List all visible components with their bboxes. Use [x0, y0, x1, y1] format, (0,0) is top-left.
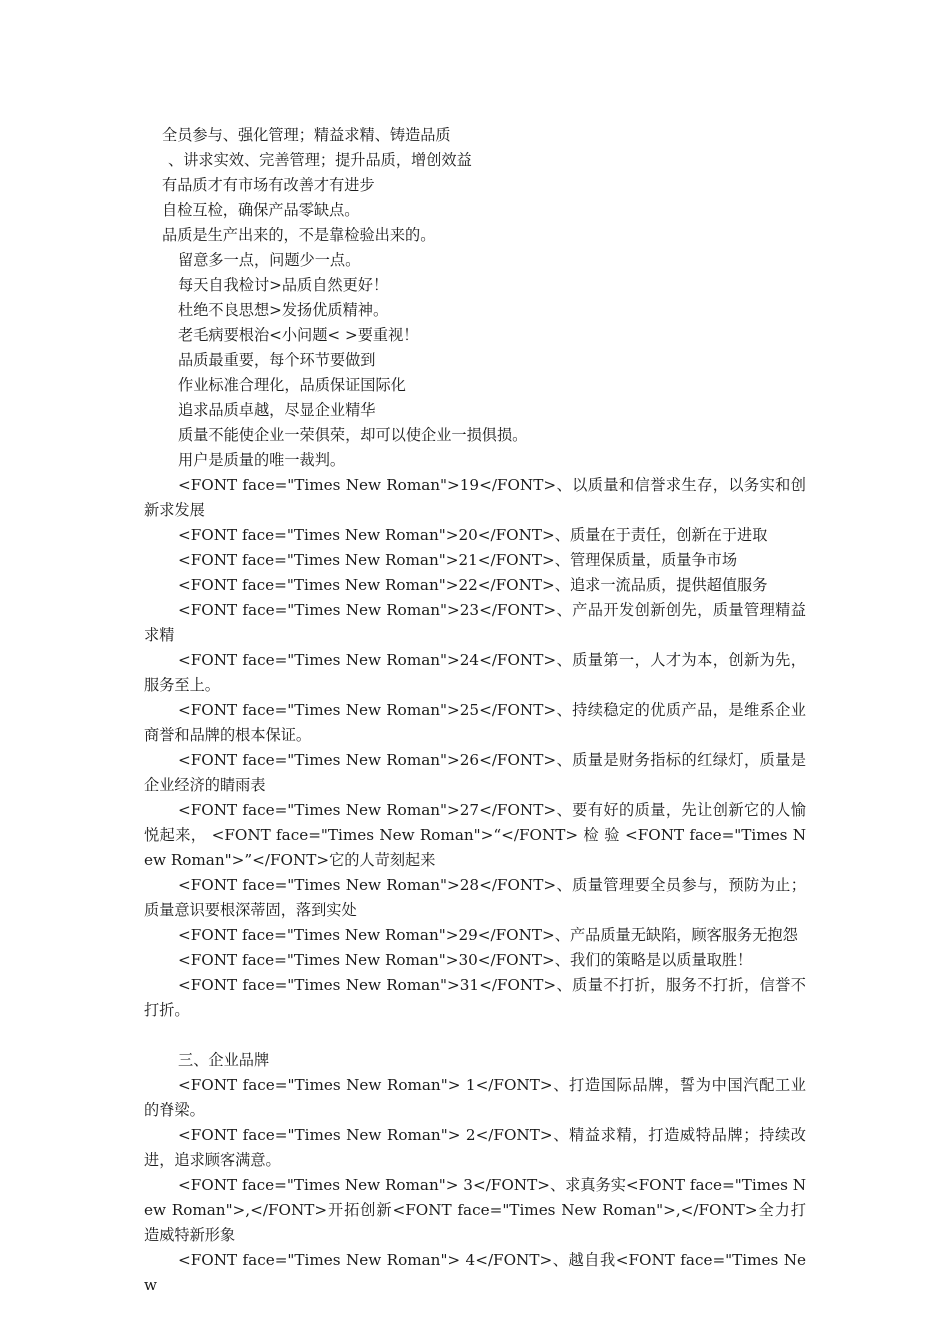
list-item: <FONT face="Times New Roman"> 2</FONT>、精益求精，打造威特品牌；持续改进，追求顾客满意。	[144, 1126, 806, 1169]
list-item: <FONT face="Times New Roman">24</FONT>、质量第一，人才为本，创新为先，服务至上。	[144, 651, 806, 694]
list-item: <FONT face="Times New Roman">21</FONT>、管理保质量，质量争市场	[178, 551, 738, 569]
list-item: <FONT face="Times New Roman"> 3</FONT>、求真务实<FONT face="Times New Roman">,</FONT>开拓创新<FONT face="Times New Roman">,</FONT>全力打造威特新形象	[144, 1176, 807, 1244]
text-line: 留意多一点，问题少一点。	[178, 251, 361, 269]
blank-line	[144, 1023, 806, 1048]
list-item: <FONT face="Times New Roman">28</FONT>、质量管理要全员参与，预防为止；质量意识要根深蒂固，落到实处	[144, 876, 806, 919]
document-body	[144, 123, 806, 1298]
text-line: 用户是质量的唯一裁判。	[178, 451, 346, 469]
text-line: 全员参与、强化管理；精益求精、铸造品质	[162, 126, 451, 144]
text-line: 老毛病要根治<小问题< >要重视！	[178, 326, 419, 344]
text-line: 每天自我检讨>品质自然更好！	[178, 276, 389, 294]
list-item: <FONT face="Times New Roman">20</FONT>、质量在于责任，创新在于进取	[178, 526, 768, 544]
list-item: <FONT face="Times New Roman"> 4</FONT>、越自我<FONT face="Times New	[144, 1251, 806, 1294]
text-line: 作业标准合理化，品质保证国际化	[178, 376, 406, 394]
text-line: 追求品质卓越，尽显企业精华	[178, 401, 376, 419]
text-line: 、讲求实效、完善管理；提升品质，增创效益	[168, 151, 472, 169]
list-item: <FONT face="Times New Roman">30</FONT>、我们的策略是以质量取胜！	[178, 951, 753, 969]
list-item: <FONT face="Times New Roman">22</FONT>、追求一流品质，提供超值服务	[178, 576, 768, 594]
text-line: 杜绝不良思想>发扬优质精神。	[178, 301, 389, 319]
text-line: 有品质才有市场有改善才有进步	[162, 176, 375, 194]
section-heading: 三、企业品牌	[178, 1051, 270, 1069]
list-item: <FONT face="Times New Roman">23</FONT>、产品开发创新创先，质量管理精益求精	[144, 601, 806, 644]
text-line: 质量不能使企业一荣俱荣，却可以使企业一损俱损。	[178, 426, 528, 444]
list-item: <FONT face="Times New Roman">29</FONT>、产品质量无缺陷，顾客服务无抱怨	[178, 926, 798, 944]
text-line: 品质是生产出来的，不是靠检验出来的。	[162, 226, 436, 244]
list-item: <FONT face="Times New Roman">26</FONT>、质量是财务指标的红绿灯，质量是企业经济的睛雨表	[144, 751, 806, 794]
list-item: <FONT face="Times New Roman">19</FONT>、以质量和信誉求生存，以务实和创新求发展	[144, 476, 806, 519]
text-line: 品质最重要，每个环节要做到	[178, 351, 376, 369]
text-line: 自检互检，确保产品零缺点。	[162, 201, 360, 219]
list-item: <FONT face="Times New Roman">27</FONT>、要有好的质量，先让创新它的人愉悦起来， <FONT face="Times New Roman">“</FONT> 检 验 <FONT face="Times New Roman">”</FONT>它的人苛刻起来	[144, 801, 806, 869]
list-item: <FONT face="Times New Roman"> 1</FONT>、打造国际品牌，誓为中国汽配工业的脊梁。	[144, 1076, 806, 1119]
list-item: <FONT face="Times New Roman">31</FONT>、质量不打折，服务不打折，信誉不打折。	[144, 976, 806, 1019]
list-item: <FONT face="Times New Roman">25</FONT>、持续稳定的优质产品，是维系企业商誉和品牌的根本保证。	[144, 701, 806, 744]
